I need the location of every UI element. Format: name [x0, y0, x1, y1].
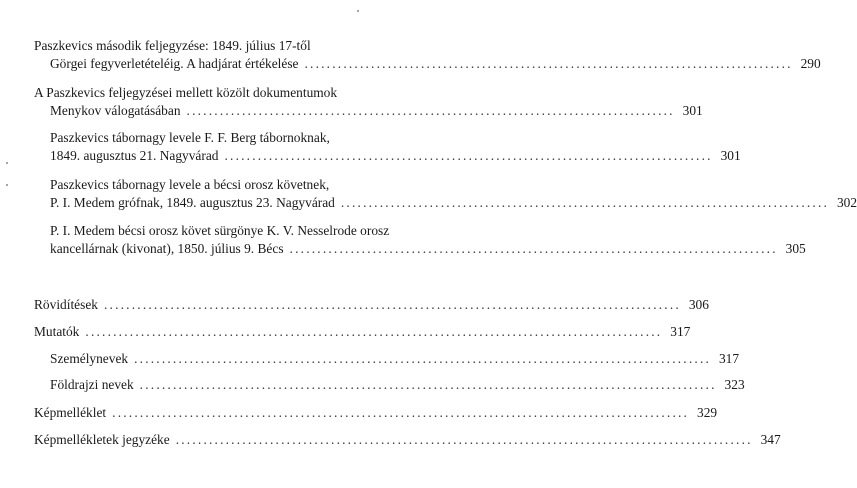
dot-leader: ........................................................................................: [289, 241, 778, 256]
toc-entry[interactable]: [34, 323, 691, 341]
dot-leader: ........................................................................................: [224, 148, 713, 163]
toc-entry-title: A Paszkevics feljegyzései mellett közölt dokumentumok: [34, 85, 338, 100]
toc-entry-title: P. I. Medem bécsi orosz követ sürgönye K. V. Nesselrode orosz: [50, 223, 390, 238]
dot-leader: ........................................................................................................: [103, 297, 681, 312]
scan-speck: [6, 162, 8, 164]
toc-page-number: 323: [724, 377, 745, 392]
toc-page-number: 302: [836, 195, 857, 210]
toc-page-number: 301: [720, 148, 741, 163]
toc-entry[interactable]: [50, 350, 740, 368]
dot-leader: ........................................................................................................: [134, 351, 712, 366]
toc-page-number: 317: [670, 324, 691, 339]
dot-leader: ........................................................................................: [340, 195, 830, 210]
toc-page-number: 306: [688, 297, 709, 312]
toc-entry-title: Paszkevics tábornagy levele a bécsi orosz követnek,: [50, 177, 330, 192]
scan-speck: [6, 184, 8, 186]
toc-entry-title: Földrajzi nevek: [50, 377, 134, 392]
toc-page-number: 347: [760, 432, 781, 447]
toc-entry-title: Paszkevics második feljegyzése: 1849. július 17-től: [34, 38, 311, 53]
toc-entry-title: Mutatók: [34, 324, 80, 339]
dot-leader: ........................................................................................: [186, 103, 675, 118]
toc-entry-title: Rövidítések: [34, 297, 98, 312]
toc-entry-title: P. I. Medem grófnak, 1849. augusztus 23. Nagyvárad: [50, 195, 335, 210]
toc-entry[interactable]: [34, 404, 718, 422]
toc-entry-title: Személynevek: [50, 351, 129, 366]
toc-entry[interactable]: [50, 376, 745, 394]
toc-entry[interactable]: [50, 176, 857, 212]
toc-entry[interactable]: [34, 37, 821, 73]
dot-leader: ........................................................................................................: [139, 377, 717, 392]
dot-leader: ........................................................................................................: [112, 405, 690, 420]
toc-entry-title: Képmelléklet: [34, 405, 107, 420]
toc-page-number: 317: [718, 351, 740, 366]
toc-entry-title: Görgei fegyverletételéig. A hadjárat értékelése: [50, 56, 299, 71]
toc-entry-title: Menykov válogatásában: [50, 103, 181, 118]
toc-page-number: 301: [682, 103, 703, 118]
dot-leader: ........................................................................................................: [175, 432, 753, 447]
toc-entry[interactable]: [50, 222, 806, 258]
toc-entry[interactable]: [50, 129, 741, 165]
dot-leader: ........................................................................................: [304, 56, 793, 71]
toc-entry-title: Képmellékletek jegyzéke: [34, 432, 170, 447]
dot-leader: ........................................................................................................: [85, 324, 663, 339]
toc-entry[interactable]: [34, 84, 703, 120]
scan-speck: [357, 10, 359, 12]
toc-page-number: 305: [785, 241, 806, 256]
toc-page-number: 290: [800, 56, 821, 71]
toc-entry-title: 1849. augusztus 21. Nagyvárad: [50, 148, 219, 163]
toc-entry[interactable]: [34, 296, 709, 314]
toc-entry-title: kancellárnak (kivonat), 1850. július 9. Bécs: [50, 241, 284, 256]
toc-entry-title: Paszkevics tábornagy levele F. F. Berg tábornoknak,: [50, 130, 330, 145]
toc-entry[interactable]: [34, 431, 781, 449]
toc-page-number: 329: [697, 405, 718, 420]
